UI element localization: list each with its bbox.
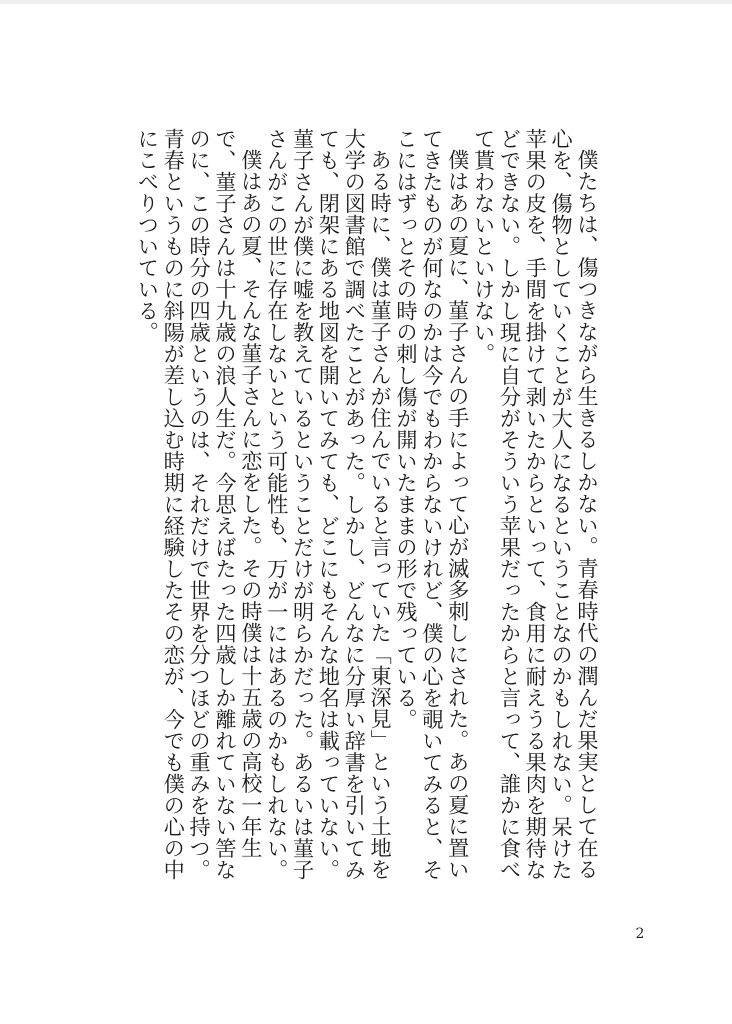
page-top-edge [0, 0, 732, 4]
vertical-text-body [135, 128, 600, 888]
paragraph-2: 僕はあの夏に、菫子さんの手によって心が滅多刺しにされた。あの夏に置いてきたものが何なのかは今でもわからないけれど、僕の心を覗いてみると、そこにはずっとその時の刺し傷が開いたままの形で残っている。 [393, 128, 471, 881]
paragraph-1: 僕たちは、傷つきながら生きるしかない。青春時代の潤んだ果実として在る心を、傷物としていくことが大人になるということなのかもしれない。呆けた苹果の皮を、手間を掛けて剥いたからといって、食用に耐えうる果肉を期待などできない。しかし現に自分がそういう苹果だったからと言って、誰かに食べて貰わないといけない。 [471, 128, 600, 881]
page-number: 2 [635, 926, 645, 942]
paragraph-4: 僕はあの夏、そんな菫子さんに恋をした。その時僕は十五歳の高校一年生で、菫子さんは十九歳の浪人生だ。今思えばたった四歳しか離れていない筈なのに、この時分の四歳というのは、それだけで世界を分つほどの重みを持つ。青春というものに斜陽が差し込む時期に経験したその恋が、今でも僕の心の中にこべりついている。 [135, 128, 264, 881]
paragraph-3: ある時に、僕は菫子さんが住んでいると言っていた「東深見」という土地を大学の図書館で調べたことがあった。しかし、どんなに分厚い辞書を引いてみても、閉架にある地図を開いてみても、どこにもそんな地名は載っていない。菫子さんが僕に嘘を教えているということだけが明らかだった。あるいは菫子さんがこの世に存在しないという可能性も、万が一にはあるのかもしれない。 [264, 128, 394, 881]
